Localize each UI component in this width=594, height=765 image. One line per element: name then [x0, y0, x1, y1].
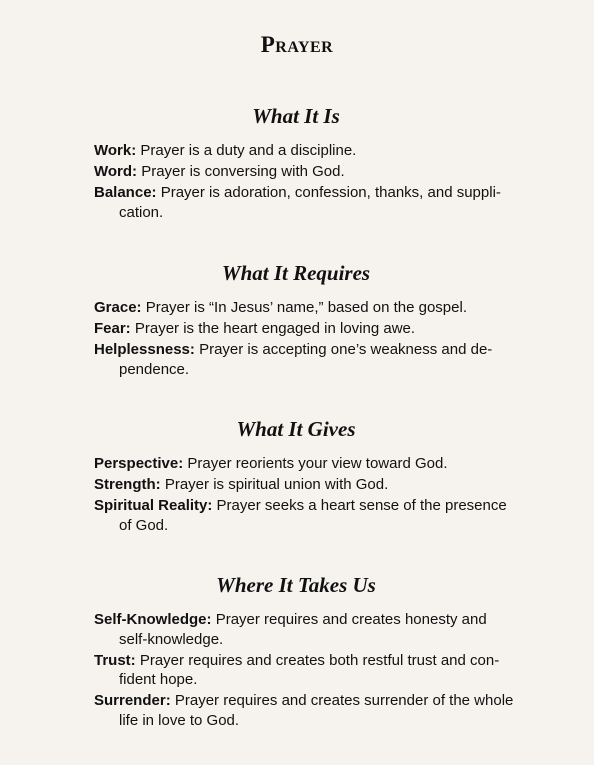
entry-text: Prayer is adoration, confession, thanks, and supplication.	[119, 184, 501, 221]
entry-trust	[94, 651, 519, 690]
entry-term: Perspective:	[94, 455, 184, 472]
entry-work	[94, 141, 519, 161]
entry-text: Prayer is accepting one’s weakness and dependence.	[119, 341, 493, 378]
section-what-it-requires	[94, 260, 514, 381]
entry-text: Prayer requires and creates honesty and self-knowledge.	[119, 611, 487, 648]
entry-balance	[94, 183, 519, 222]
entry-perspective	[94, 454, 519, 474]
entry-text: Prayer is conversing with God.	[141, 163, 345, 180]
entry-fear	[94, 319, 519, 339]
entry-term: Self-Knowledge:	[94, 611, 212, 628]
entry-term: Trust:	[94, 651, 136, 669]
entry-term: Surrender:	[94, 692, 171, 709]
entry-grace	[94, 298, 519, 318]
entry-helplessness	[94, 340, 519, 379]
entry-term: Spiritual Reality:	[94, 497, 213, 514]
entry-spiritual-reality	[94, 496, 519, 535]
entry-text: Prayer requires and creates surrender of the whole life in love to God.	[119, 692, 514, 729]
entry-term: Helplessness:	[94, 341, 195, 358]
entry-term: Strength:	[94, 476, 161, 493]
entry-surrender	[94, 691, 519, 730]
entry-text: Prayer reorients your view toward God.	[187, 455, 448, 472]
section-heading: Where It Takes Us	[216, 573, 376, 597]
section-where-it-takes-us	[94, 572, 514, 732]
entry-term: Grace:	[94, 299, 142, 316]
entry-self-knowledge	[94, 610, 519, 649]
entry-text: Prayer is the heart engaged in loving awe.	[134, 320, 416, 337]
entry-word	[94, 162, 519, 182]
section-heading: What It Is	[252, 104, 340, 128]
entry-text: Prayer is “In Jesus’ name,” based on the gospel.	[145, 299, 467, 316]
entry-strength	[94, 475, 519, 495]
entry-term: Word:	[94, 163, 138, 180]
entry-text: Prayer is spiritual union with God.	[164, 476, 389, 493]
entry-term: Work:	[94, 142, 137, 159]
section-heading: What It Requires	[221, 261, 371, 285]
section-heading: What It Gives	[236, 417, 356, 441]
section-what-it-is	[94, 103, 514, 224]
entry-text: Prayer is a duty and a discipline.	[140, 142, 357, 159]
entry-term: Fear:	[94, 320, 131, 337]
entry-text: Prayer seeks a heart sense of the presence of God.	[119, 497, 507, 534]
entry-term: Balance:	[94, 184, 157, 201]
section-what-it-gives	[94, 416, 514, 537]
entry-text: Prayer requires and creates both restful trust and confident hope.	[119, 651, 500, 688]
page-title: Prayer	[260, 32, 334, 57]
